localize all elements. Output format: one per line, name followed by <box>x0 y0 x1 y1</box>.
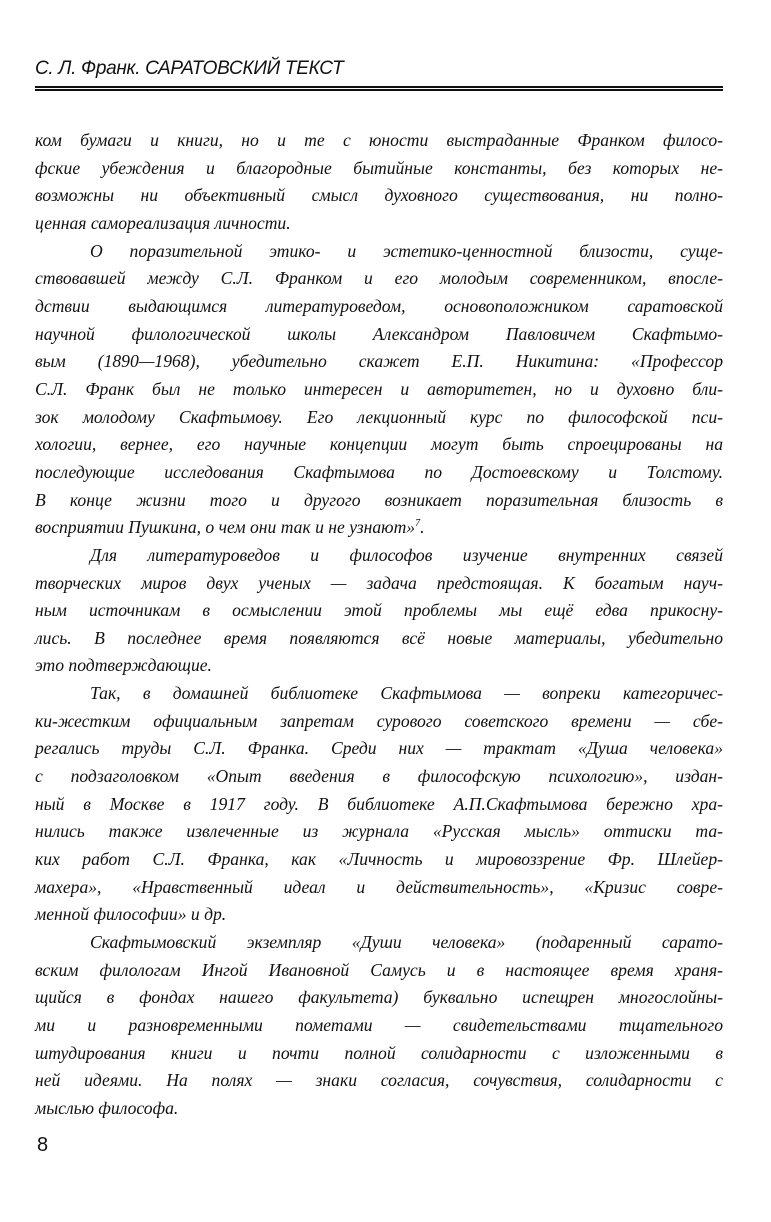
text-line: ценная самореализация личности. <box>35 212 291 233</box>
text-line: В конце жизни того и другого возникает поразительная близость в <box>35 489 723 510</box>
text-line: регались труды С.Л. Франка. Среди них — трактат «Душа человека» <box>35 738 723 759</box>
text-line: ми и разновременными пометами — свидетельствами тщательного <box>35 1015 723 1035</box>
body-text <box>35 127 723 1123</box>
text-line: восприятии Пушкина, о чем они так и не узнают»$^7$. <box>35 517 425 538</box>
paragraph <box>35 929 723 1123</box>
paragraph <box>35 542 723 680</box>
paragraph <box>35 127 723 238</box>
text-line: научной филологической школы Александром Павловичем Скафтымо- <box>35 323 723 344</box>
text-line: Скафтымовский экземпляр «Души человека» (подаренный сарато- <box>90 932 723 953</box>
text-line: ней идеями. На полях — знаки согласия, сочувствия, солидарности с <box>35 1070 723 1091</box>
text-line: вым (1890—1968), убедительно скажет Е.П. Никитина: «Профессор <box>35 351 723 372</box>
text-line: нились также извлеченные из журнала «Русская мысль» оттиски та- <box>35 821 723 842</box>
text-line: ствовавшей между С.Л. Франком и его молодым современником, впосле- <box>35 268 723 289</box>
text-line: зок молодому Скафтымову. Его лекционный курс по философской пси- <box>35 406 723 427</box>
text-line: последующие исследования Скафтымова по Достоевскому и Толстому. <box>35 461 723 482</box>
text-line: С.Л. Франк был не только интересен и авторитетен, но и духовно бли- <box>35 378 723 399</box>
text-line: вским филологам Ингой Ивановной Самусь и в настоящее время храня- <box>35 959 723 980</box>
text-line: мыслью философа. <box>35 1097 179 1118</box>
text-line: возможны ни объективный смысл духовного существования, ни полно- <box>35 185 723 206</box>
text-line: ком бумаги и книги, но и те с юности выстраданные Франком филосо- <box>35 130 723 150</box>
paragraph <box>35 680 723 929</box>
text-line: ным источникам в осмыслении этой проблемы мы ещё едва прикосну- <box>35 600 723 621</box>
text-line: махера», «Нравственный идеал и действительность», «Кризис совре- <box>35 876 723 897</box>
text-line: лись. В последнее время появляются всё новые материалы, убедительно <box>35 627 723 648</box>
text-line: хологии, вернее, его научные концепции могут быть спроецированы на <box>35 434 723 455</box>
text-line: это подтверждающие. <box>35 655 212 676</box>
text-line: штудирования книги и почти полной солидарности с изложенными в <box>35 1042 723 1063</box>
text-line: ких работ С.Л. Франка, как «Личность и мировоззрение Фр. Шлейер- <box>35 849 723 870</box>
text-line: щийся в фондах нашего факультета) буквально испещрен многослойны- <box>35 987 723 1008</box>
header-double-rule <box>35 86 723 91</box>
text-line: менной философии» и др. <box>35 904 227 925</box>
paragraph <box>35 238 723 542</box>
text-line: Так, в домашней библиотеке Скафтымова — вопреки категоричес- <box>90 683 723 704</box>
text-line: ный в Москве в 1917 году. В библиотеке А.П.Скафтымова бережно хра- <box>35 793 723 814</box>
page-number: 8 <box>37 1134 49 1156</box>
text-line: ки-жестким официальным запретам сурового советского времени — сбе- <box>35 710 723 731</box>
text-line: фские убеждения и благородные бытийные константы, без которых не- <box>35 157 723 178</box>
running-header: С. Л. Франк. САРАТОВСКИЙ ТЕКСТ <box>35 58 344 79</box>
text-line: Для литературоведов и философов изучение внутренних связей <box>90 544 723 565</box>
text-line: творческих миров двух ученых — задача предстоящая. К богатым науч- <box>35 572 723 593</box>
text-line: с подзаголовком «Опыт введения в философскую психологию», издан- <box>35 766 723 787</box>
text-line: дствии выдающимся литературоведом, основоположником саратовской <box>35 295 723 316</box>
text-line: О поразительной этико- и эстетико-ценностной близости, суще- <box>90 240 723 261</box>
footnote-reference[interactable]: 7 <box>415 518 421 530</box>
